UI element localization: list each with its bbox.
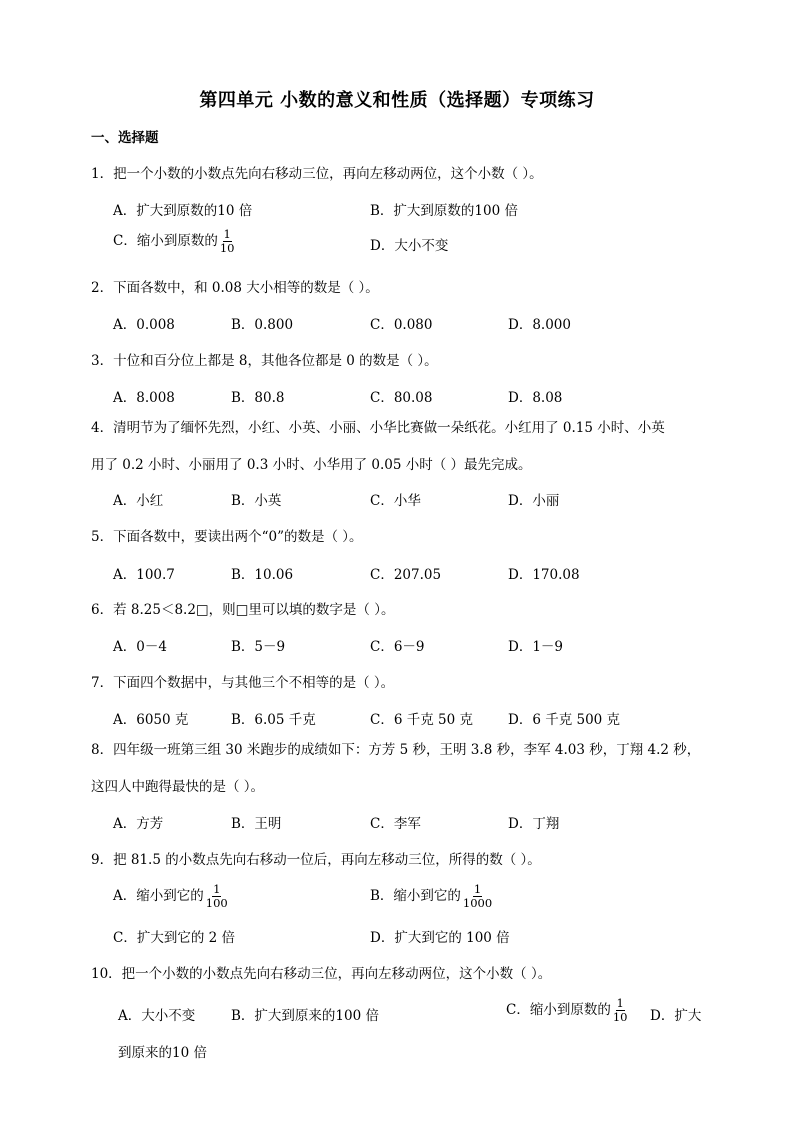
q8-option-b[interactable]: B．王明 bbox=[231, 816, 282, 832]
q4-option-a[interactable]: A．小红 bbox=[113, 493, 164, 509]
q8-option-c[interactable]: C．李军 bbox=[370, 816, 421, 832]
q1-option-c-label: C．缩小到原数的 bbox=[113, 233, 218, 249]
q4-option-c[interactable]: C．小华 bbox=[370, 493, 421, 509]
q6-option-a[interactable]: A．0－4 bbox=[113, 639, 167, 655]
q10-option-d[interactable]: D．扩大 bbox=[650, 1008, 702, 1024]
q3-option-d[interactable]: D．8.08 bbox=[508, 390, 563, 406]
q4-option-d[interactable]: D．小丽 bbox=[508, 493, 560, 509]
fraction-numerator: 1 bbox=[213, 882, 221, 896]
q3-option-a[interactable]: A．8.008 bbox=[113, 390, 175, 406]
q10-option-a[interactable]: A．大小不变 bbox=[118, 1008, 196, 1024]
fraction-numerator: 1 bbox=[223, 227, 231, 241]
q5-option-d[interactable]: D．170.08 bbox=[508, 567, 580, 583]
q6-option-c[interactable]: C．6－9 bbox=[370, 639, 425, 655]
q9-option-c[interactable]: C．扩大到它的 2 倍 bbox=[113, 930, 236, 946]
question-9-stem: 9．把 81.5 的小数点先向右移动一位后，再向左移动三位，所得的数（ ）。 bbox=[91, 852, 541, 868]
q1-option-a[interactable]: A．扩大到原数的10 倍 bbox=[113, 203, 253, 219]
q3-option-c[interactable]: C．80.08 bbox=[370, 390, 433, 406]
q1-option-b[interactable]: B．扩大到原数的100 倍 bbox=[370, 203, 518, 219]
q10-option-c-label: C．缩小到原数的 bbox=[506, 1002, 611, 1018]
q7-option-b[interactable]: B．6.05 千克 bbox=[231, 712, 316, 728]
q3-option-b[interactable]: B．80.8 bbox=[231, 390, 285, 406]
q2-option-a[interactable]: A．0.008 bbox=[113, 317, 175, 333]
question-8-stem-line-2: 这四人中跑得最快的是（ ）。 bbox=[91, 779, 265, 795]
q2-option-c[interactable]: C．0.080 bbox=[370, 317, 433, 333]
q7-option-a[interactable]: A．6050 克 bbox=[113, 712, 189, 728]
q9-option-a-label: A．缩小到它的 bbox=[113, 888, 204, 904]
q4-option-b[interactable]: B．小英 bbox=[231, 493, 282, 509]
section-heading: 一、选择题 bbox=[91, 130, 159, 146]
q9-option-d[interactable]: D．扩大到它的 100 倍 bbox=[370, 930, 510, 946]
question-1-stem: 1．把一个小数的小数点先向右移动三位，再向左移动两位，这个小数（ ）。 bbox=[91, 166, 543, 182]
question-6-stem: 6．若 8.25＜8.2□，则□里可以填的数字是（ ）。 bbox=[91, 602, 395, 618]
q5-option-b[interactable]: B．10.06 bbox=[231, 567, 294, 583]
fraction bbox=[462, 883, 493, 910]
q2-option-b[interactable]: B．0.800 bbox=[231, 317, 294, 333]
question-5-stem: 5．下面各数中，要读出两个“0”的数是（ ）。 bbox=[91, 529, 363, 545]
q5-option-c[interactable]: C．207.05 bbox=[370, 567, 442, 583]
fraction-denominator: 100 bbox=[205, 896, 228, 910]
q9-option-b-label: B．缩小到它的 bbox=[370, 888, 461, 904]
fraction-numerator: 1 bbox=[616, 996, 624, 1010]
question-7-stem: 7．下面四个数据中，与其他三个不相等的是（ ）。 bbox=[91, 675, 395, 691]
q6-option-b[interactable]: B．5－9 bbox=[231, 639, 286, 655]
q8-option-d[interactable]: D．丁翔 bbox=[508, 816, 560, 832]
fraction-denominator: 10 bbox=[219, 241, 235, 255]
question-3-stem: 3．十位和百分位上都是 8，其他各位都是 0 的数是（ ）。 bbox=[91, 353, 438, 369]
q5-option-a[interactable]: A．100.7 bbox=[113, 567, 175, 583]
q10-option-d-continued: 到原来的10 倍 bbox=[118, 1045, 207, 1061]
question-4-stem-line-2: 用了 0.2 小时、小丽用了 0.3 小时、小华用了 0.05 小时（ ）最先完成。 bbox=[91, 457, 532, 473]
question-4-stem-line-1: 4．清明节为了缅怀先烈，小红、小英、小丽、小华比赛做一朵纸花。小红用了 0.15 小时、小英 bbox=[91, 420, 665, 436]
fraction bbox=[205, 883, 229, 910]
fraction-numerator: 1 bbox=[473, 882, 482, 896]
q1-option-d[interactable]: D．大小不变 bbox=[370, 238, 449, 254]
q9-option-a[interactable] bbox=[113, 883, 229, 910]
q2-option-d[interactable]: D．8.000 bbox=[508, 317, 571, 333]
q10-option-c[interactable] bbox=[506, 997, 628, 1024]
fraction-denominator: 1000 bbox=[462, 896, 493, 910]
q9-option-b[interactable] bbox=[370, 883, 493, 910]
fraction-denominator: 10 bbox=[612, 1010, 628, 1024]
q1-option-c[interactable] bbox=[113, 228, 235, 255]
fraction bbox=[219, 228, 236, 255]
page-title: 第四单元 小数的意义和性质（选择题）专项练习 bbox=[199, 90, 595, 111]
question-10-stem: 10．把一个小数的小数点先向右移动三位，再向左移动两位，这个小数（ ）。 bbox=[91, 966, 552, 982]
q10-option-b[interactable]: B．扩大到原来的100 倍 bbox=[231, 1008, 379, 1024]
question-2-stem: 2．下面各数中，和 0.08 大小相等的数是（ ）。 bbox=[91, 280, 379, 296]
q8-option-a[interactable]: A．方芳 bbox=[113, 816, 164, 832]
q7-option-c[interactable]: C．6 千克 50 克 bbox=[370, 712, 473, 728]
question-8-stem-line-1: 8．四年级一班第三组 30 米跑步的成绩如下：方芳 5 秒，王明 3.8 秒，李军 4.03 秒，丁翔 4.2 秒， bbox=[91, 742, 701, 758]
q6-option-d[interactable]: D．1－9 bbox=[508, 639, 564, 655]
fraction bbox=[612, 997, 629, 1024]
q7-option-d[interactable]: D．6 千克 500 克 bbox=[508, 712, 621, 728]
